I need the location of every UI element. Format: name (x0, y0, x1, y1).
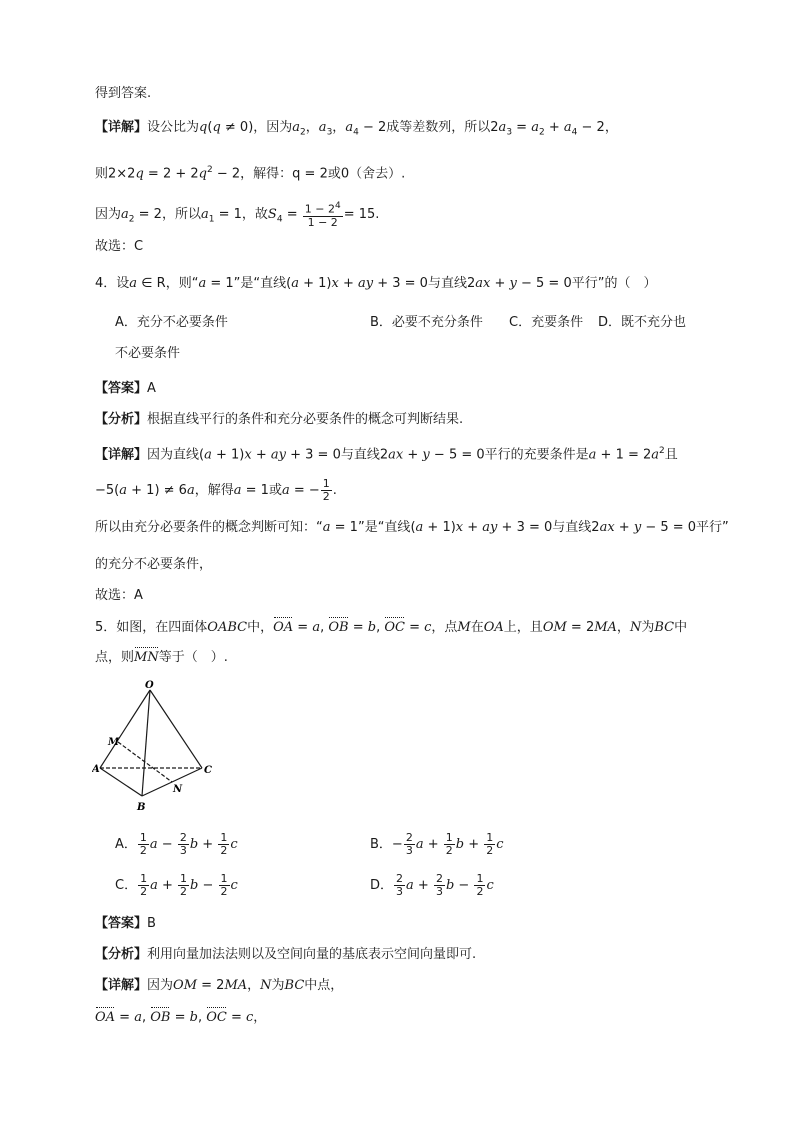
q4-conclusion-line1: 所以由充分必要条件的概念判断可知：“a = 1”是“直线(a + 1)x + ay + 3 = 0与直线2ax + y − 5 = 0平行” (95, 520, 729, 535)
q3-choice-line: 故选：C (95, 239, 144, 254)
q3-detail-line: 【详解】设公比为q(q ≠ 0)，因为$a_2$，$a_3$，$a_4 - 2$成等差数列，所以$2a_3 = a_2 + a_4 - 2$， (95, 120, 618, 138)
q5-option-a[interactable]: A． $\frac{1}{2}$ a − $\frac{2}{3}$ b + $\frac{1}{2}$ c (115, 831, 238, 857)
q5-stem-line1: 5．如图，在四面体OABC中，OA = a, OB = b, OC = c，点M在OA上，且OM = 2MA，N为BC中 (95, 618, 687, 638)
q5-option-c[interactable]: C． $\frac{1}{2}$ a + $\frac{1}{2}$ b − $\frac{1}{2}$ c (115, 872, 238, 898)
intro-line: 得到答案. (95, 86, 152, 101)
segment-mn (118, 742, 172, 782)
label-a: A (92, 764, 100, 775)
q4-option-d-continued: 不必要条件 (115, 346, 181, 361)
q3-because-line: 因为$a_2 = 2$，所以$a_1 = 1$，故$S_4$ = $\frac{1 - 2^4}{1 - 2}$ = 15. (95, 201, 380, 229)
label-c: C (204, 765, 212, 776)
q4-option-b[interactable]: B．必要不充分条件 (370, 315, 483, 330)
label-o: O (145, 680, 154, 691)
q5-detail-line1: 【详解】因为OM = 2MA，N为BC中点， (95, 978, 344, 993)
q4-option-a[interactable]: A．充分不必要条件 (115, 315, 228, 330)
q5-answer: 【答案】B (95, 916, 156, 931)
edge-oc (150, 690, 202, 768)
label-n: N (173, 784, 183, 795)
q4-detail-line1: 【详解】因为直线(a + 1)x + ay + 3 = 0与直线2ax + y − 5 = 0平行的充要条件是$a + 1 = 2a^2$且 (95, 446, 678, 463)
edge-ab (100, 768, 142, 796)
q4-answer: 【答案】A (95, 381, 156, 396)
q4-conclusion-line2: 的充分不必要条件， (95, 557, 213, 572)
edge-oa (100, 690, 150, 768)
q5-detail-line2: OA = a, OB = b, OC = c， (95, 1008, 266, 1028)
edge-ob (142, 690, 150, 796)
q5-stem-line2: 点，则MN等于（ ）. (95, 648, 228, 668)
q5-analysis: 【分析】利用向量加法法则以及空间向量的基底表示空间向量即可. (95, 947, 477, 962)
tetrahedron-figure (92, 678, 222, 818)
q4-detail-line2: −5(a + 1) ≠ 6a，解得a = 1或a = − $\frac{1}{2}$ . (95, 477, 337, 503)
q4-option-d[interactable]: D．既不充分也 (598, 315, 687, 330)
q4-choice: 故选：A (95, 588, 143, 603)
q4-option-c[interactable]: C．充要条件 (509, 315, 584, 330)
q4-stem: 4．设a ∈ R，则“a = 1”是“直线(a + 1)x + ay + 3 = 0与直线2ax + y − 5 = 0平行”的（ ） (95, 276, 657, 291)
q3-then-line: 则$2\times 2q = 2 + 2q^2 - 2$，解得：q = 2或0（舍去）. (95, 165, 406, 182)
q4-analysis: 【分析】根据直线平行的条件和充分必要条件的概念可判断结果. (95, 412, 464, 427)
q5-option-b[interactable]: B．− $\frac{2}{3}$ a + $\frac{1}{2}$ b + $\frac{1}{2}$ c (370, 831, 504, 857)
label-m: M (108, 737, 120, 748)
q5-option-d[interactable]: D． $\frac{2}{3}$ a + $\frac{2}{3}$ b − $\frac{1}{2}$ c (370, 872, 494, 898)
label-b: B (137, 802, 146, 813)
